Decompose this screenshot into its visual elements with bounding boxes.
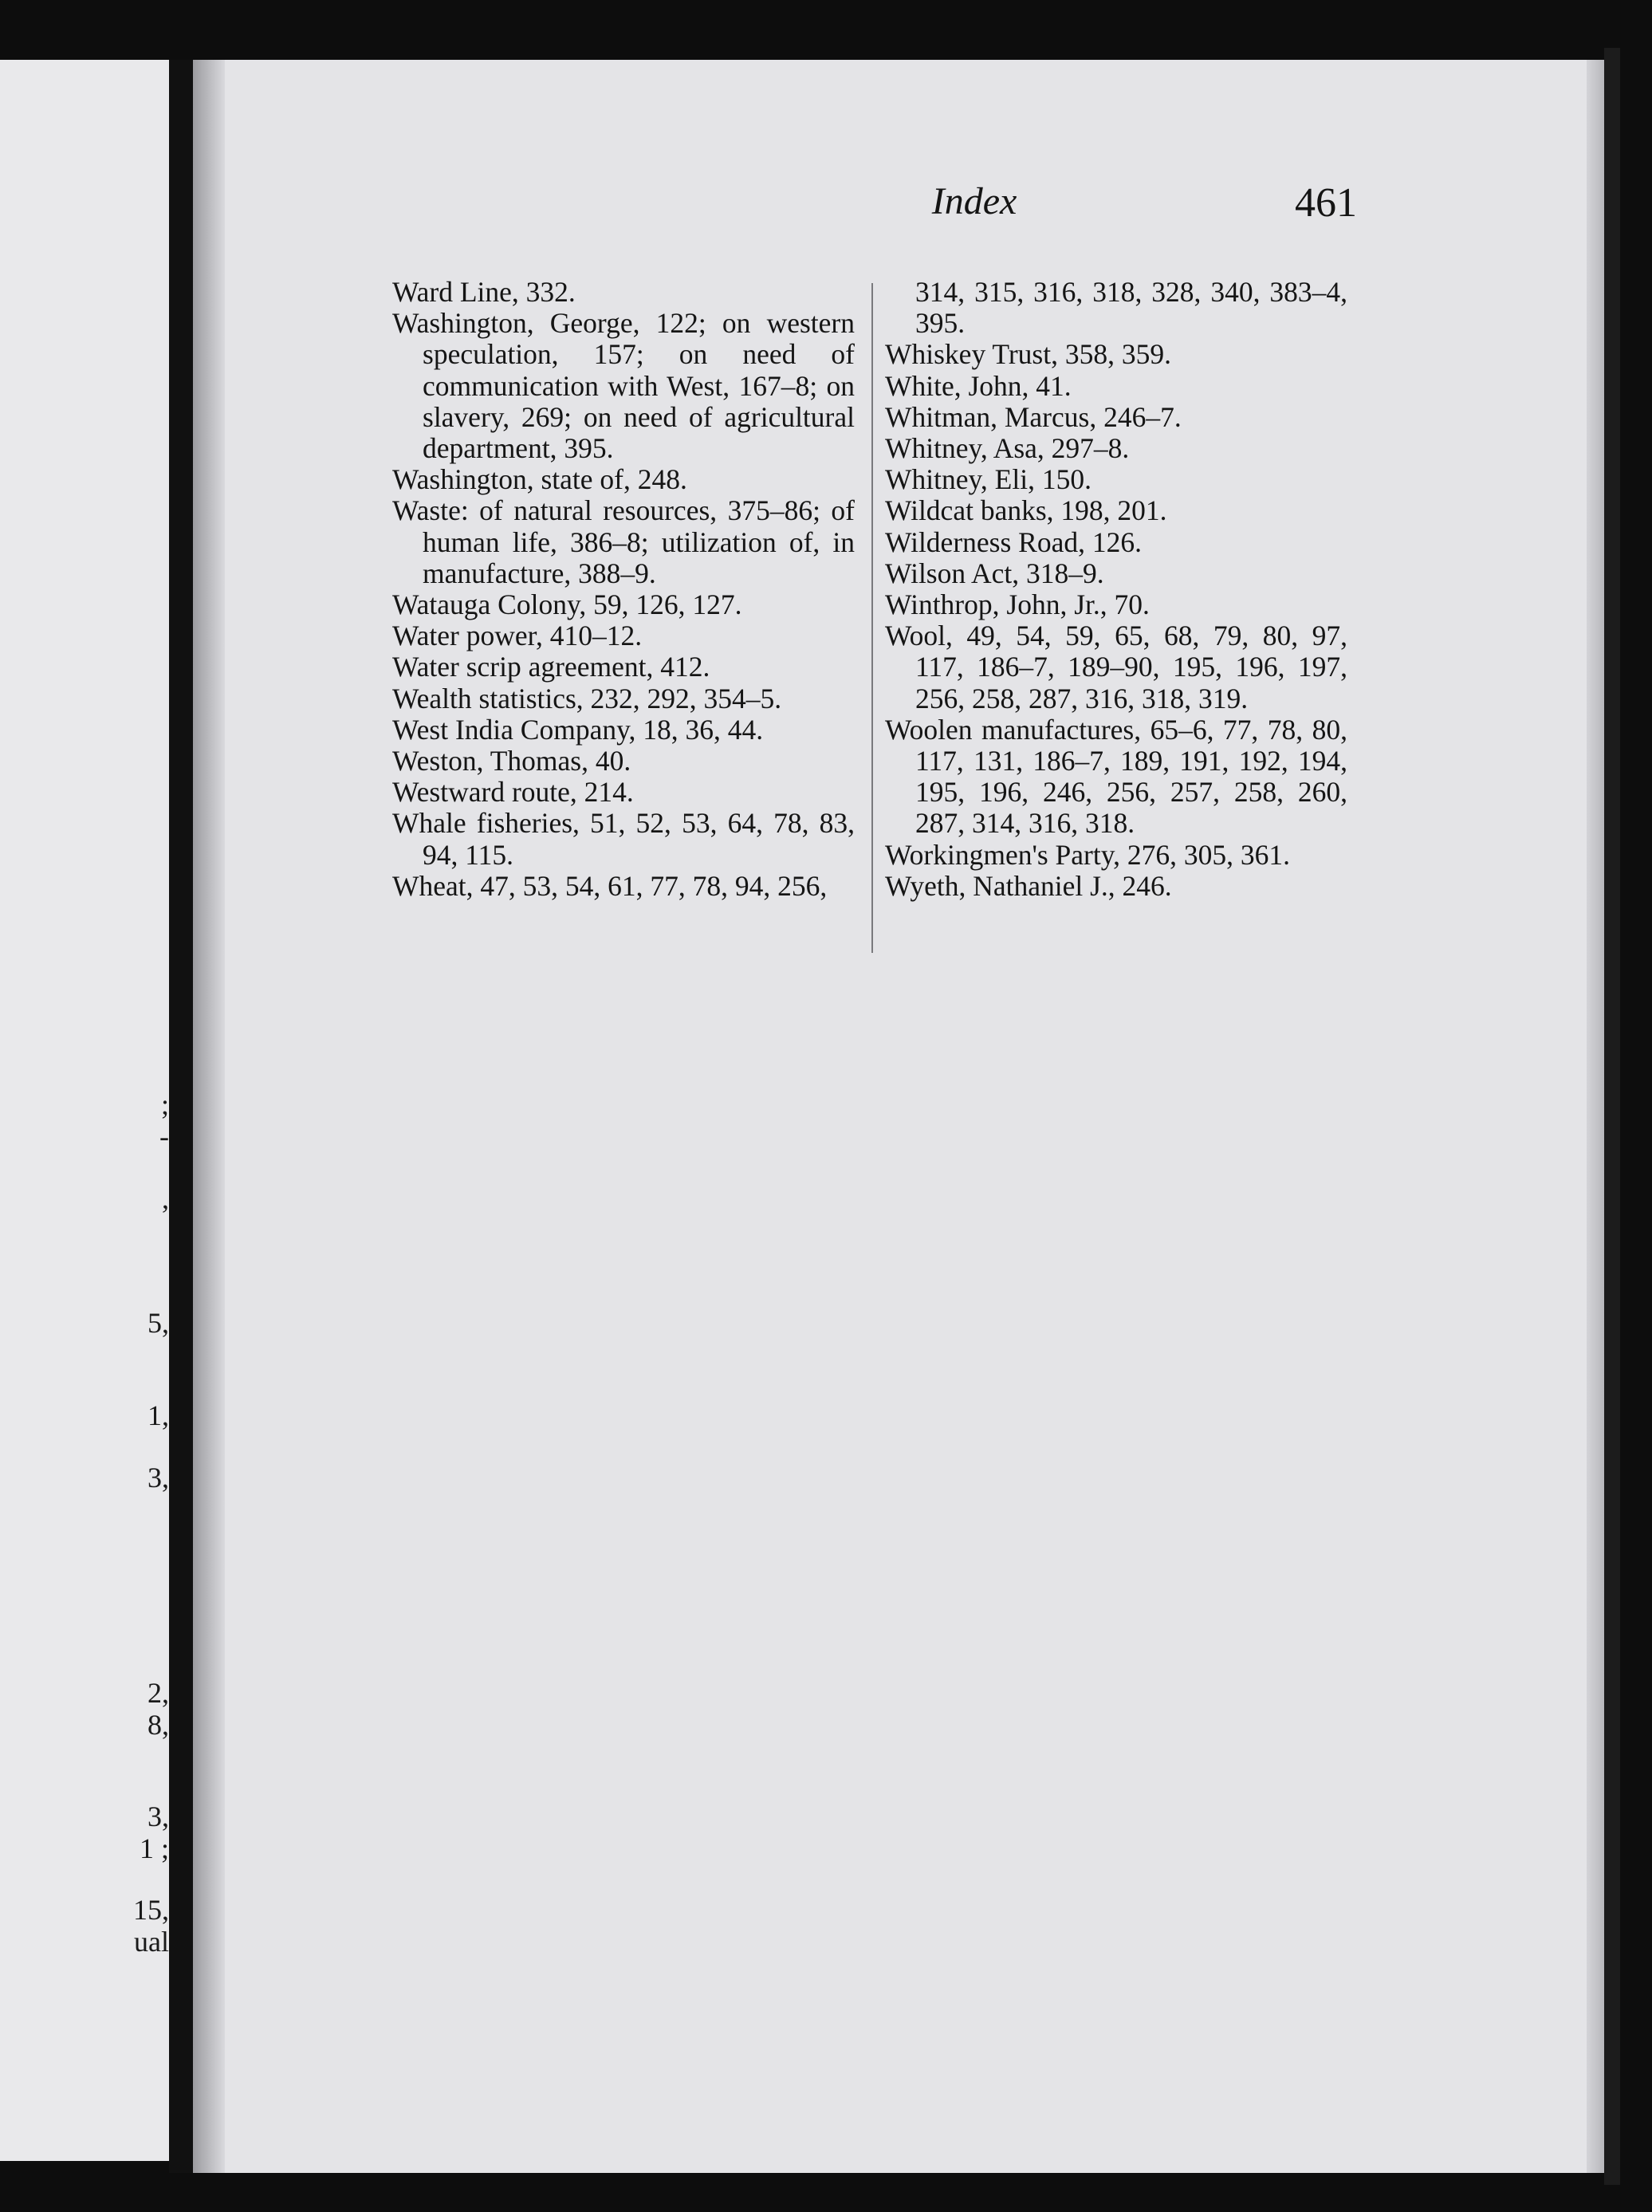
left-page-fragment: ual — [134, 1926, 169, 1958]
index-entry: West India Company, 18, 36, 44. — [392, 713, 764, 746]
left-page-fragment: 5, — [148, 1307, 169, 1339]
index-entry: White, John, 41. — [885, 369, 1072, 402]
index-entry: Whitney, Eli, 150. — [885, 463, 1092, 496]
left-page-fragment: 1, — [148, 1399, 169, 1431]
index-entry: Weston, Thomas, 40. — [392, 745, 631, 777]
index-entry: Wildcat banks, 198, 201. — [885, 494, 1167, 527]
left-facing-page — [0, 60, 169, 2161]
index-entry: Woolen manufactures, 65–6, 77, 78, 80, 117, 131, 186–7, 189, 191, 192, 194, 195, 196, 246, 256, 257, 258, 260, 287, 314, 316, 318. — [885, 713, 1347, 840]
index-entry: Whitman, Marcus, 246–7. — [885, 400, 1182, 433]
index-entry: Whale fisheries, 51, 52, 53, 64, 78, 83, 94, 115. — [392, 807, 855, 871]
index-entry: Wilderness Road, 126. — [885, 525, 1142, 558]
gutter-shadow — [193, 60, 225, 2173]
index-entry: Waste: of natural resources, 375–86; of human life, 386–8; utilization of, in manufacture, 388–9. — [392, 494, 855, 589]
left-page-fragment: 1 ; — [139, 1832, 169, 1864]
index-entry: Workingmen's Party, 276, 305, 361. — [885, 838, 1291, 871]
index-entry: Whiskey Trust, 358, 359. — [885, 338, 1171, 371]
index-entry: Wealth statistics, 232, 292, 354–5. — [392, 682, 782, 714]
index-entry: Westward route, 214. — [392, 776, 634, 809]
index-entry: Wilson Act, 318–9. — [885, 557, 1104, 589]
index-entry: Washington, state of, 248. — [392, 463, 687, 496]
index-entry: Whitney, Asa, 297–8. — [885, 432, 1130, 465]
left-page-fragment: 15, — [133, 1894, 169, 1926]
left-page-fragment: - — [159, 1120, 169, 1152]
column-divider — [871, 283, 873, 953]
left-page-fragment: 2, — [148, 1677, 169, 1709]
running-title: Index — [931, 180, 1017, 222]
index-column-right — [885, 277, 1347, 902]
left-page-fragment: , — [162, 1183, 169, 1214]
index-column-left — [392, 277, 855, 902]
index-entry: Wyeth, Nathaniel J., 246. — [885, 869, 1172, 902]
index-entry: Water scrip agreement, 412. — [392, 651, 710, 683]
index-entry: Water power, 410–12. — [392, 620, 643, 652]
index-entry: Wheat, 47, 53, 54, 61, 77, 78, 94, 256, — [392, 869, 828, 902]
book-gutter — [169, 60, 193, 2173]
page-edge-shadow — [1587, 60, 1604, 2173]
index-entry-continuation: 314, 315, 316, 318, 328, 340, 383–4, 395. — [915, 276, 1347, 340]
left-page-fragment: 8, — [148, 1709, 169, 1741]
index-entry: Wool, 49, 54, 59, 65, 68, 79, 80, 97, 117, 186–7, 189–90, 195, 196, 197, 256, 258, 287, 316, 318, 319. — [885, 620, 1347, 714]
index-entry: Winthrop, John, Jr., 70. — [885, 588, 1150, 621]
left-page-fragment: ; — [160, 1088, 169, 1120]
page-edge — [1604, 48, 1620, 2185]
left-page-fragment: 3, — [148, 1801, 169, 1832]
left-page-fragment: 3, — [148, 1462, 169, 1494]
page-number: 461 — [1295, 180, 1357, 226]
index-entry: Watauga Colony, 59, 126, 127. — [392, 588, 742, 621]
index-entry: Washington, George, 122; on western speculation, 157; on need of communication with West, 167–8; on slavery, 269; on need of agricultural department, 395. — [392, 307, 855, 465]
index-entry: Ward Line, 332. — [392, 276, 576, 308]
index-page — [225, 60, 1604, 2173]
